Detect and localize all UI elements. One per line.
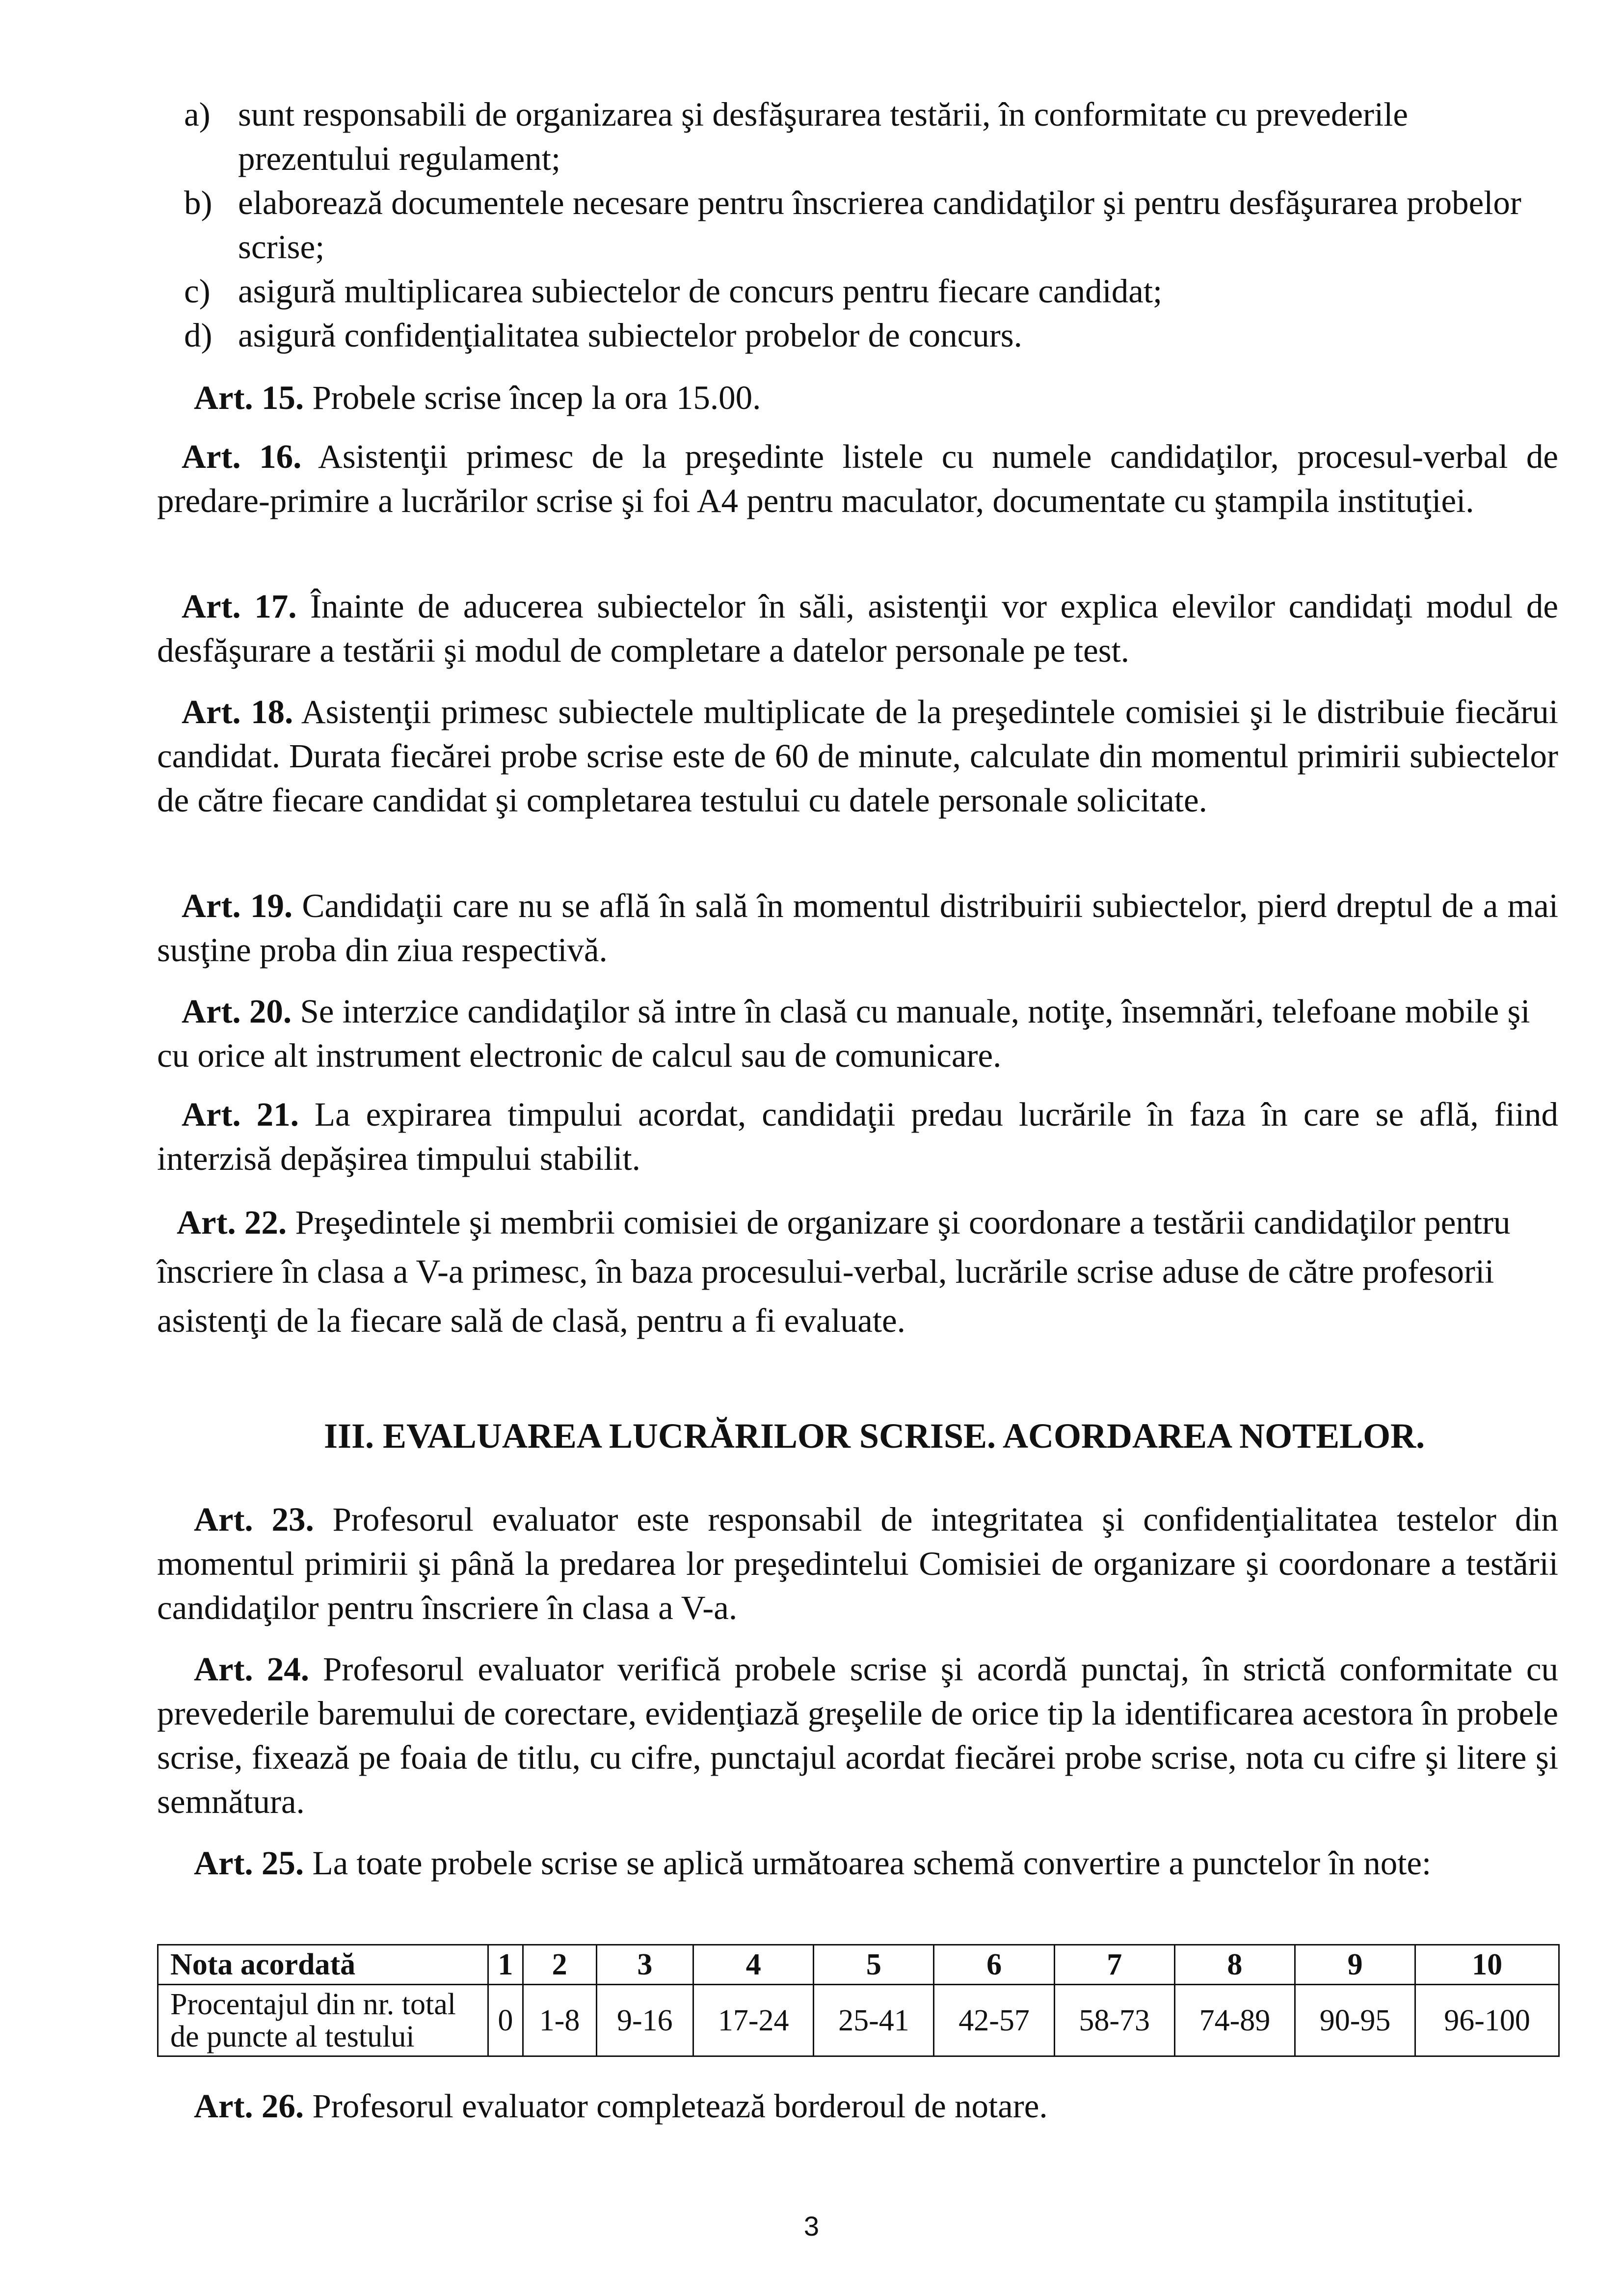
grade-cell: 4 xyxy=(693,1945,814,1985)
list-text: asigură confidenţialitatea subiectelor probelor de concurs. xyxy=(238,317,1022,354)
article-25 xyxy=(157,1841,1558,1885)
article-text: Probele scrise încep la ora 15.00. xyxy=(304,379,761,416)
grade-cell: 2 xyxy=(523,1945,596,1985)
article-number: Art. 22. xyxy=(177,1204,287,1241)
article-number: Art. 19. xyxy=(182,887,293,924)
list-marker: d) xyxy=(184,317,213,354)
table-row-label: Nota acordată xyxy=(158,1945,488,1985)
table-row xyxy=(158,1985,1559,2056)
responsibilities-list xyxy=(184,92,1568,357)
list-text: sunt responsabili de organizarea şi desfăşurarea testării, în conformitate cu prevederile prezentului regulament; xyxy=(238,96,1409,177)
article-number: Art. 23. xyxy=(194,1501,314,1538)
article-24 xyxy=(157,1647,1558,1824)
article-text: Profesorul evaluator completează borderoul de notare. xyxy=(304,2087,1048,2125)
article-number: Art. 15. xyxy=(194,379,304,416)
article-number: Art. 20. xyxy=(182,993,292,1030)
article-number: Art. 18. xyxy=(182,693,293,730)
article-19 xyxy=(157,884,1558,972)
range-cell: 96-100 xyxy=(1415,1985,1559,2056)
table-row-label xyxy=(158,1985,488,2056)
article-text: Candidaţii care nu se află în sală în momentul distribuirii subiectelor, pierd dreptul de a mai susţine proba din ziua respectivă. xyxy=(157,887,1558,969)
article-text: Înainte de aducerea subiectelor în săli, asistenţii vor explica elevilor candidaţi modul de desfăşurare a testării şi modul de completare a datelor personale pe test. xyxy=(157,588,1558,669)
article-22 xyxy=(157,1198,1558,1345)
range-cell: 42-57 xyxy=(934,1985,1054,2056)
grade-cell: 6 xyxy=(934,1945,1054,1985)
article-text: Profesorul evaluator este responsabil de integritatea şi confidenţialitatea testelor din momentul primirii şi până la predarea lor preşedintelui Comisiei de organizare şi coordonare a testării candidaţilor pentru înscriere în clasa a V-a. xyxy=(157,1501,1558,1626)
article-number: Art. 21. xyxy=(182,1096,299,1133)
article-18 xyxy=(157,690,1558,822)
article-20 xyxy=(157,989,1558,1078)
grade-cell: 7 xyxy=(1054,1945,1174,1985)
article-number: Art. 16. xyxy=(182,438,302,475)
list-marker: c) xyxy=(184,272,211,310)
list-item xyxy=(184,181,1568,269)
article-21 xyxy=(157,1092,1558,1181)
article-text: Profesorul evaluator verifică probele scrise şi acordă punctaj, în strictă conformitate cu prevederile baremului de corectare, evidenţiază greşelile de orice tip la identificarea acestora în probele scrise, fixează pe foaia de titlu, cu cifre, punctajul acordat fiecărei probe scrise, nota cu cifre şi litere şi semnătura. xyxy=(157,1650,1558,1820)
page-number: 3 xyxy=(803,2211,820,2242)
article-number: Art. 24. xyxy=(194,1650,309,1688)
article-text: Se interzice candidaţilor să intre în clasă cu manuale, notiţe, însemnări, telefoane mobile şi cu orice alt instrument electronic de calcul sau de comunicare. xyxy=(157,993,1530,1074)
table-row xyxy=(158,1945,1559,1985)
article-26 xyxy=(157,2084,1558,2128)
range-cell: 25-41 xyxy=(814,1985,934,2056)
range-cell: 1-8 xyxy=(523,1985,596,2056)
list-text: asigură multiplicarea subiectelor de concurs pentru fiecare candidat; xyxy=(238,272,1163,310)
range-cell: 74-89 xyxy=(1174,1985,1295,2056)
grade-cell: 5 xyxy=(814,1945,934,1985)
table-row-label-line: de puncte al testului xyxy=(170,2020,415,2053)
article-text: Asistenţii primesc de la preşedinte listele cu numele candidaţilor, procesul-verbal de predare-primire a lucrărilor scrise şi foi A4 pentru maculator, documentate cu ştampila instituţiei. xyxy=(157,438,1559,519)
grade-cell: 8 xyxy=(1174,1945,1295,1985)
article-text: La toate probele scrise se aplică următoarea schemă convertire a punctelor în note: xyxy=(304,1844,1432,1882)
article-17 xyxy=(157,584,1558,673)
section-heading: III. EVALUAREA LUCRĂRILOR SCRISE. ACORDAREA NOTELOR. xyxy=(324,1416,1425,1456)
list-text: elaborează documentele necesare pentru înscrierea candidaţilor şi pentru desfăşurarea probelor scrise; xyxy=(238,184,1521,266)
article-number: Art. 26. xyxy=(194,2087,304,2125)
range-cell: 58-73 xyxy=(1054,1985,1174,2056)
article-text: La expirarea timpului acordat, candidaţii predau lucrările în faza în care se află, fiind interzisă depăşirea timpului stabilit. xyxy=(157,1096,1559,1177)
article-text: Asistenţii primesc subiectele multiplicate de la preşedintele comisiei şi le distribuie fiecărui candidat. Durata fiecărei probe scrise este de 60 de minute, calculate din momentul primirii subiectelor de către fiecare candidat şi completarea testului cu datele personale solicitate. xyxy=(157,693,1558,819)
article-15 xyxy=(194,376,1558,420)
article-text: Preşedintele şi membrii comisiei de organizare şi coordonare a testării candidaţilor pentru înscriere în clasa a V-a primesc, în baza procesului-verbal, lucrările scrise aduse de către profesorii asistenţi de la fiecare sală de clasă, pentru a fi evaluate. xyxy=(157,1204,1511,1339)
list-marker: a) xyxy=(184,96,211,133)
range-cell: 9-16 xyxy=(596,1985,693,2056)
grade-cell: 9 xyxy=(1295,1945,1415,1985)
range-cell: 0 xyxy=(488,1985,523,2056)
article-16 xyxy=(157,434,1558,523)
table-row-label-line: Procentajul din nr. total xyxy=(170,1987,456,2021)
article-23 xyxy=(157,1497,1558,1630)
range-cell: 90-95 xyxy=(1295,1985,1415,2056)
range-cell: 17-24 xyxy=(693,1985,814,2056)
grade-cell: 3 xyxy=(596,1945,693,1985)
list-item xyxy=(184,269,1568,313)
grade-cell: 1 xyxy=(488,1945,523,1985)
list-marker: b) xyxy=(184,184,213,221)
grade-cell: 10 xyxy=(1415,1945,1559,1985)
article-number: Art. 25. xyxy=(194,1844,304,1882)
list-item xyxy=(184,92,1568,181)
grade-conversion-table xyxy=(157,1944,1560,2057)
list-item xyxy=(184,313,1568,357)
article-number: Art. 17. xyxy=(182,588,297,625)
